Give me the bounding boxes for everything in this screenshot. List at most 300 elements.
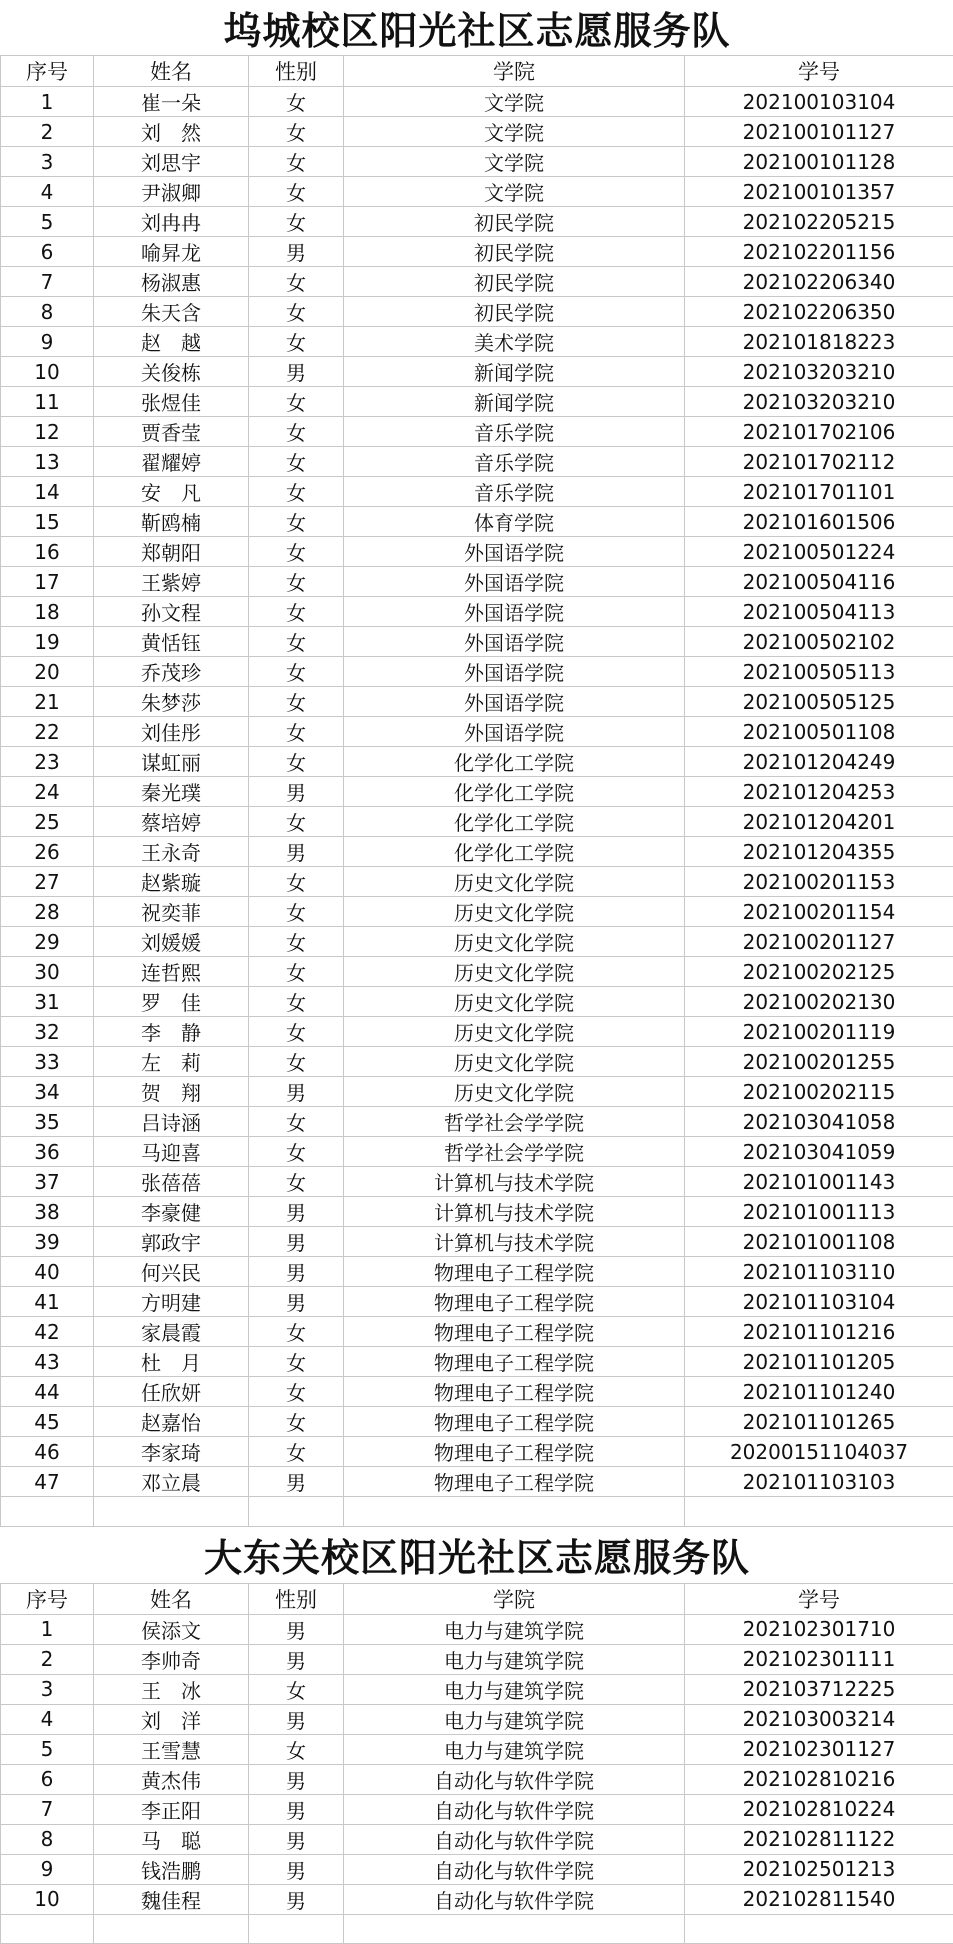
cell-index[interactable]: 3 (1, 147, 94, 177)
cell-student-id[interactable]: 202101204201 (685, 807, 953, 837)
cell-index[interactable]: 16 (1, 537, 94, 567)
cell-college[interactable]: 电力与建筑学院 (344, 1614, 685, 1644)
cell-gender[interactable]: 男 (249, 1764, 344, 1794)
cell-gender[interactable]: 女 (249, 927, 344, 957)
cell-index[interactable]: 9 (1, 1854, 94, 1884)
table-row (1, 117, 953, 147)
cell-name[interactable]: 杜 月 (94, 1347, 249, 1377)
cell-student-id[interactable]: 202101702112 (685, 447, 953, 477)
cell-student-id[interactable]: 202102301710 (685, 1614, 953, 1644)
cell-gender[interactable]: 女 (249, 1674, 344, 1704)
cell-index[interactable]: 7 (1, 1794, 94, 1824)
cell-gender[interactable]: 女 (249, 1047, 344, 1077)
cell-name[interactable]: 靳鸥楠 (94, 507, 249, 537)
cell-student-id[interactable]: 202102205215 (685, 207, 953, 237)
cell-student-id[interactable]: 202100505125 (685, 687, 953, 717)
cell-index[interactable]: 10 (1, 1884, 94, 1914)
cell-index[interactable]: 47 (1, 1467, 94, 1497)
cell-gender[interactable]: 女 (249, 747, 344, 777)
table-row (1, 807, 953, 837)
cell-name[interactable]: 关俊栋 (94, 357, 249, 387)
cell-student-id[interactable]: 202100202130 (685, 987, 953, 1017)
cell-name[interactable]: 黄杰伟 (94, 1764, 249, 1794)
cell-index[interactable]: 3 (1, 1674, 94, 1704)
cell-student-id[interactable]: 202102206350 (685, 297, 953, 327)
cell-index[interactable]: 22 (1, 717, 94, 747)
cell-college[interactable]: 初民学院 (344, 297, 685, 327)
cell-college[interactable]: 外国语学院 (344, 597, 685, 627)
cell-college[interactable]: 历史文化学院 (344, 867, 685, 897)
cell-student-id[interactable]: 202101101240 (685, 1377, 953, 1407)
cell-student-id[interactable]: 202101103103 (685, 1467, 953, 1497)
cell-student-id[interactable]: 202100103104 (685, 87, 953, 117)
cell-gender[interactable]: 女 (249, 1167, 344, 1197)
cell-student-id[interactable]: 202100201119 (685, 1017, 953, 1047)
cell-college[interactable]: 新闻学院 (344, 357, 685, 387)
cell-gender[interactable]: 女 (249, 657, 344, 687)
cell-name[interactable]: 贾香莹 (94, 417, 249, 447)
cell-name[interactable]: 李 静 (94, 1017, 249, 1047)
cell-gender[interactable]: 女 (249, 1734, 344, 1764)
cell-student-id[interactable]: 202100501224 (685, 537, 953, 567)
cell-name[interactable]: 郭政宇 (94, 1227, 249, 1257)
cell-student-id[interactable]: 202100101127 (685, 117, 953, 147)
cell-gender[interactable]: 男 (249, 1197, 344, 1227)
cell-empty[interactable] (344, 1914, 685, 1944)
cell-college[interactable]: 历史文化学院 (344, 987, 685, 1017)
cell-empty[interactable] (94, 1914, 249, 1944)
cell-gender[interactable]: 女 (249, 1107, 344, 1137)
cell-student-id[interactable]: 202100201255 (685, 1047, 953, 1077)
cell-student-id[interactable]: 202100202125 (685, 957, 953, 987)
cell-college[interactable]: 化学化工学院 (344, 837, 685, 867)
cell-index[interactable]: 11 (1, 387, 94, 417)
cell-index[interactable]: 39 (1, 1227, 94, 1257)
cell-name[interactable]: 秦光璞 (94, 777, 249, 807)
cell-student-id[interactable]: 202100504113 (685, 597, 953, 627)
cell-college[interactable]: 历史文化学院 (344, 957, 685, 987)
cell-index[interactable]: 10 (1, 357, 94, 387)
cell-name[interactable]: 祝奕菲 (94, 897, 249, 927)
cell-name[interactable]: 翟耀婷 (94, 447, 249, 477)
cell-college[interactable]: 化学化工学院 (344, 747, 685, 777)
cell-name[interactable]: 郑朝阳 (94, 537, 249, 567)
cell-empty[interactable] (685, 1914, 953, 1944)
cell-gender[interactable]: 女 (249, 1347, 344, 1377)
cell-name[interactable]: 刘佳彤 (94, 717, 249, 747)
cell-index[interactable]: 31 (1, 987, 94, 1017)
cell-college[interactable]: 物理电子工程学院 (344, 1467, 685, 1497)
cell-name[interactable]: 杨淑惠 (94, 267, 249, 297)
cell-student-id[interactable]: 202100201154 (685, 897, 953, 927)
cell-student-id[interactable]: 202101103104 (685, 1287, 953, 1317)
cell-student-id[interactable]: 202102206340 (685, 267, 953, 297)
cell-empty[interactable] (1, 1914, 94, 1944)
cell-gender[interactable]: 男 (249, 1824, 344, 1854)
cell-gender[interactable]: 男 (249, 1614, 344, 1644)
cell-index[interactable]: 30 (1, 957, 94, 987)
cell-college[interactable]: 初民学院 (344, 207, 685, 237)
cell-student-id[interactable]: 202102810224 (685, 1794, 953, 1824)
cell-student-id[interactable]: 202100101128 (685, 147, 953, 177)
cell-gender[interactable]: 女 (249, 117, 344, 147)
cell-gender[interactable]: 女 (249, 957, 344, 987)
cell-student-id[interactable]: 202102810216 (685, 1764, 953, 1794)
cell-student-id[interactable]: 202101204249 (685, 747, 953, 777)
cell-gender[interactable]: 女 (249, 387, 344, 417)
cell-name[interactable]: 黄恬钰 (94, 627, 249, 657)
cell-gender[interactable]: 女 (249, 1437, 344, 1467)
cell-student-id[interactable]: 202101701101 (685, 477, 953, 507)
cell-name[interactable]: 侯添文 (94, 1614, 249, 1644)
cell-gender[interactable]: 女 (249, 597, 344, 627)
cell-name[interactable]: 邓立晨 (94, 1467, 249, 1497)
cell-empty[interactable] (249, 1914, 344, 1944)
cell-index[interactable]: 32 (1, 1017, 94, 1047)
cell-index[interactable]: 13 (1, 447, 94, 477)
cell-name[interactable]: 刘冉冉 (94, 207, 249, 237)
cell-college[interactable]: 历史文化学院 (344, 897, 685, 927)
cell-name[interactable]: 喻昇龙 (94, 237, 249, 267)
cell-college[interactable]: 外国语学院 (344, 537, 685, 567)
cell-gender[interactable]: 男 (249, 1644, 344, 1674)
cell-name[interactable]: 家晨霞 (94, 1317, 249, 1347)
cell-college[interactable]: 历史文化学院 (344, 1077, 685, 1107)
cell-gender[interactable]: 女 (249, 1407, 344, 1437)
cell-student-id[interactable]: 202101001108 (685, 1227, 953, 1257)
cell-college[interactable]: 外国语学院 (344, 657, 685, 687)
cell-name[interactable]: 魏佳程 (94, 1884, 249, 1914)
cell-index[interactable]: 2 (1, 1644, 94, 1674)
cell-name[interactable]: 任欣妍 (94, 1377, 249, 1407)
cell-student-id[interactable]: 202100201127 (685, 927, 953, 957)
cell-index[interactable]: 40 (1, 1257, 94, 1287)
cell-gender[interactable]: 女 (249, 177, 344, 207)
cell-index[interactable]: 8 (1, 297, 94, 327)
cell-gender[interactable]: 女 (249, 87, 344, 117)
cell-index[interactable]: 38 (1, 1197, 94, 1227)
cell-gender[interactable]: 女 (249, 1017, 344, 1047)
cell-index[interactable]: 35 (1, 1107, 94, 1137)
cell-student-id[interactable]: 202100502102 (685, 627, 953, 657)
cell-student-id[interactable]: 202100501108 (685, 717, 953, 747)
cell-gender[interactable]: 女 (249, 447, 344, 477)
cell-college[interactable]: 外国语学院 (344, 627, 685, 657)
cell-name[interactable]: 朱天含 (94, 297, 249, 327)
cell-college[interactable]: 初民学院 (344, 237, 685, 267)
cell-gender[interactable]: 女 (249, 897, 344, 927)
cell-index[interactable]: 8 (1, 1824, 94, 1854)
cell-student-id[interactable]: 202102301127 (685, 1734, 953, 1764)
cell-college[interactable]: 自动化与软件学院 (344, 1824, 685, 1854)
cell-name[interactable]: 尹淑卿 (94, 177, 249, 207)
cell-gender[interactable]: 男 (249, 777, 344, 807)
cell-name[interactable]: 连哲熙 (94, 957, 249, 987)
cell-student-id[interactable]: 202101204253 (685, 777, 953, 807)
cell-college[interactable]: 物理电子工程学院 (344, 1317, 685, 1347)
cell-college[interactable]: 化学化工学院 (344, 777, 685, 807)
cell-name[interactable]: 刘 洋 (94, 1704, 249, 1734)
cell-gender[interactable]: 女 (249, 327, 344, 357)
cell-index[interactable]: 1 (1, 87, 94, 117)
cell-college[interactable]: 外国语学院 (344, 687, 685, 717)
cell-student-id[interactable]: 202101101265 (685, 1407, 953, 1437)
cell-index[interactable]: 44 (1, 1377, 94, 1407)
cell-empty[interactable] (1, 1497, 94, 1527)
cell-name[interactable]: 罗 佳 (94, 987, 249, 1017)
cell-gender[interactable]: 男 (249, 1077, 344, 1107)
cell-index[interactable]: 42 (1, 1317, 94, 1347)
cell-index[interactable]: 23 (1, 747, 94, 777)
cell-student-id[interactable]: 202101101216 (685, 1317, 953, 1347)
cell-empty[interactable] (685, 1497, 953, 1527)
cell-student-id[interactable]: 202102811122 (685, 1824, 953, 1854)
cell-student-id[interactable]: 202102501213 (685, 1854, 953, 1884)
cell-college[interactable]: 物理电子工程学院 (344, 1407, 685, 1437)
cell-index[interactable]: 6 (1, 237, 94, 267)
cell-gender[interactable]: 女 (249, 507, 344, 537)
cell-student-id[interactable]: 202103041059 (685, 1137, 953, 1167)
cell-index[interactable]: 29 (1, 927, 94, 957)
cell-college[interactable]: 历史文化学院 (344, 1047, 685, 1077)
cell-gender[interactable]: 女 (249, 717, 344, 747)
cell-index[interactable]: 9 (1, 327, 94, 357)
cell-index[interactable]: 24 (1, 777, 94, 807)
cell-student-id[interactable]: 202103041058 (685, 1107, 953, 1137)
cell-college[interactable]: 计算机与技术学院 (344, 1197, 685, 1227)
cell-name[interactable]: 赵 越 (94, 327, 249, 357)
cell-name[interactable]: 刘思宇 (94, 147, 249, 177)
cell-student-id[interactable]: 202101101205 (685, 1347, 953, 1377)
cell-gender[interactable]: 女 (249, 627, 344, 657)
cell-student-id[interactable]: 202102301111 (685, 1644, 953, 1674)
cell-gender[interactable]: 女 (249, 267, 344, 297)
cell-gender[interactable]: 男 (249, 1794, 344, 1824)
cell-gender[interactable]: 女 (249, 1377, 344, 1407)
cell-name[interactable]: 崔一朵 (94, 87, 249, 117)
cell-student-id[interactable]: 202100504116 (685, 567, 953, 597)
cell-college[interactable]: 历史文化学院 (344, 927, 685, 957)
cell-index[interactable]: 33 (1, 1047, 94, 1077)
cell-college[interactable]: 电力与建筑学院 (344, 1734, 685, 1764)
cell-name[interactable]: 方明建 (94, 1287, 249, 1317)
cell-index[interactable]: 46 (1, 1437, 94, 1467)
cell-student-id[interactable]: 202101103110 (685, 1257, 953, 1287)
cell-college[interactable]: 计算机与技术学院 (344, 1227, 685, 1257)
cell-gender[interactable]: 男 (249, 1287, 344, 1317)
cell-index[interactable]: 27 (1, 867, 94, 897)
cell-gender[interactable]: 女 (249, 807, 344, 837)
cell-gender[interactable]: 女 (249, 567, 344, 597)
cell-name[interactable]: 李正阳 (94, 1794, 249, 1824)
cell-gender[interactable]: 女 (249, 867, 344, 897)
cell-gender[interactable]: 男 (249, 1854, 344, 1884)
cell-gender[interactable]: 女 (249, 537, 344, 567)
cell-college[interactable]: 文学院 (344, 147, 685, 177)
cell-index[interactable]: 7 (1, 267, 94, 297)
cell-college[interactable]: 电力与建筑学院 (344, 1704, 685, 1734)
cell-college[interactable]: 自动化与软件学院 (344, 1854, 685, 1884)
cell-name[interactable]: 马迎喜 (94, 1137, 249, 1167)
cell-college[interactable]: 体育学院 (344, 507, 685, 537)
cell-student-id[interactable]: 202102201156 (685, 237, 953, 267)
cell-gender[interactable]: 女 (249, 1137, 344, 1167)
cell-student-id[interactable]: 202101818223 (685, 327, 953, 357)
cell-index[interactable]: 12 (1, 417, 94, 447)
cell-name[interactable]: 朱梦莎 (94, 687, 249, 717)
cell-college[interactable]: 初民学院 (344, 267, 685, 297)
cell-index[interactable]: 45 (1, 1407, 94, 1437)
cell-name[interactable]: 吕诗涵 (94, 1107, 249, 1137)
cell-gender[interactable]: 女 (249, 207, 344, 237)
cell-empty[interactable] (94, 1497, 249, 1527)
cell-gender[interactable]: 女 (249, 1317, 344, 1347)
cell-index[interactable]: 25 (1, 807, 94, 837)
cell-student-id[interactable]: 202101204355 (685, 837, 953, 867)
cell-student-id[interactable]: 202100101357 (685, 177, 953, 207)
cell-student-id[interactable]: 202103203210 (685, 357, 953, 387)
cell-student-id[interactable]: 202101001143 (685, 1167, 953, 1197)
cell-index[interactable]: 17 (1, 567, 94, 597)
cell-name[interactable]: 刘媛媛 (94, 927, 249, 957)
cell-gender[interactable]: 女 (249, 417, 344, 447)
cell-college[interactable]: 物理电子工程学院 (344, 1287, 685, 1317)
cell-college[interactable]: 外国语学院 (344, 567, 685, 597)
cell-index[interactable]: 5 (1, 1734, 94, 1764)
cell-student-id[interactable]: 202103712225 (685, 1674, 953, 1704)
cell-college[interactable]: 自动化与软件学院 (344, 1764, 685, 1794)
cell-student-id[interactable]: 20200151104037 (685, 1437, 953, 1467)
cell-college[interactable]: 哲学社会学学院 (344, 1137, 685, 1167)
cell-name[interactable]: 蔡培婷 (94, 807, 249, 837)
cell-college[interactable]: 文学院 (344, 117, 685, 147)
cell-gender[interactable]: 男 (249, 837, 344, 867)
cell-name[interactable]: 王雪慧 (94, 1734, 249, 1764)
cell-college[interactable]: 自动化与软件学院 (344, 1794, 685, 1824)
cell-college[interactable]: 音乐学院 (344, 447, 685, 477)
cell-empty[interactable] (344, 1497, 685, 1527)
cell-student-id[interactable]: 202100505113 (685, 657, 953, 687)
cell-student-id[interactable]: 202102811540 (685, 1884, 953, 1914)
cell-index[interactable]: 1 (1, 1614, 94, 1644)
cell-name[interactable]: 王紫婷 (94, 567, 249, 597)
cell-student-id[interactable]: 202101601506 (685, 507, 953, 537)
cell-gender[interactable]: 男 (249, 1257, 344, 1287)
cell-college[interactable]: 计算机与技术学院 (344, 1167, 685, 1197)
table-row (1, 1137, 953, 1167)
cell-index[interactable]: 37 (1, 1167, 94, 1197)
cell-name[interactable]: 王 冰 (94, 1674, 249, 1704)
cell-gender[interactable]: 女 (249, 297, 344, 327)
cell-name[interactable]: 赵嘉怡 (94, 1407, 249, 1437)
cell-name[interactable]: 安 凡 (94, 477, 249, 507)
cell-college[interactable]: 外国语学院 (344, 717, 685, 747)
cell-student-id[interactable]: 202100202115 (685, 1077, 953, 1107)
cell-index[interactable]: 14 (1, 477, 94, 507)
cell-college[interactable]: 物理电子工程学院 (344, 1437, 685, 1467)
cell-name[interactable]: 赵紫璇 (94, 867, 249, 897)
cell-name[interactable]: 李家琦 (94, 1437, 249, 1467)
cell-name[interactable]: 刘 然 (94, 117, 249, 147)
cell-student-id[interactable]: 202103203210 (685, 387, 953, 417)
cell-college[interactable]: 哲学社会学学院 (344, 1107, 685, 1137)
cell-college[interactable]: 物理电子工程学院 (344, 1257, 685, 1287)
cell-gender[interactable]: 女 (249, 687, 344, 717)
cell-student-id[interactable]: 202101001113 (685, 1197, 953, 1227)
cell-index[interactable]: 6 (1, 1764, 94, 1794)
cell-gender[interactable]: 男 (249, 357, 344, 387)
cell-index[interactable]: 21 (1, 687, 94, 717)
cell-name[interactable]: 钱浩鹏 (94, 1854, 249, 1884)
cell-college[interactable]: 音乐学院 (344, 477, 685, 507)
cell-name[interactable]: 李豪健 (94, 1197, 249, 1227)
cell-name[interactable]: 张蓓蓓 (94, 1167, 249, 1197)
cell-index[interactable]: 20 (1, 657, 94, 687)
cell-gender[interactable]: 男 (249, 1884, 344, 1914)
cell-index[interactable]: 2 (1, 117, 94, 147)
cell-name[interactable]: 马 聪 (94, 1824, 249, 1854)
cell-index[interactable]: 5 (1, 207, 94, 237)
cell-name[interactable]: 贺 翔 (94, 1077, 249, 1107)
cell-index[interactable]: 19 (1, 627, 94, 657)
cell-name[interactable]: 谋虹丽 (94, 747, 249, 777)
cell-college[interactable]: 新闻学院 (344, 387, 685, 417)
cell-college[interactable]: 美术学院 (344, 327, 685, 357)
cell-college[interactable]: 历史文化学院 (344, 1017, 685, 1047)
cell-college[interactable]: 物理电子工程学院 (344, 1347, 685, 1377)
cell-college[interactable]: 音乐学院 (344, 417, 685, 447)
cell-gender[interactable]: 男 (249, 1467, 344, 1497)
cell-index[interactable]: 4 (1, 1704, 94, 1734)
cell-gender[interactable]: 男 (249, 237, 344, 267)
cell-college[interactable]: 电力与建筑学院 (344, 1644, 685, 1674)
cell-index[interactable]: 36 (1, 1137, 94, 1167)
table-row (1, 147, 953, 177)
cell-empty[interactable] (249, 1497, 344, 1527)
cell-gender[interactable]: 男 (249, 1227, 344, 1257)
cell-college[interactable]: 自动化与软件学院 (344, 1884, 685, 1914)
cell-college[interactable]: 电力与建筑学院 (344, 1674, 685, 1704)
cell-college[interactable]: 文学院 (344, 177, 685, 207)
cell-index[interactable]: 28 (1, 897, 94, 927)
cell-index[interactable]: 34 (1, 1077, 94, 1107)
cell-gender[interactable]: 女 (249, 987, 344, 1017)
cell-college[interactable]: 化学化工学院 (344, 807, 685, 837)
cell-name[interactable]: 左 莉 (94, 1047, 249, 1077)
cell-college[interactable]: 文学院 (344, 87, 685, 117)
cell-index[interactable]: 41 (1, 1287, 94, 1317)
cell-name[interactable]: 何兴民 (94, 1257, 249, 1287)
cell-index[interactable]: 26 (1, 837, 94, 867)
cell-name[interactable]: 乔茂珍 (94, 657, 249, 687)
cell-gender[interactable]: 女 (249, 147, 344, 177)
cell-gender[interactable]: 女 (249, 477, 344, 507)
cell-student-id[interactable]: 202101702106 (685, 417, 953, 447)
cell-name[interactable]: 李帅奇 (94, 1644, 249, 1674)
cell-name[interactable]: 张煜佳 (94, 387, 249, 417)
cell-gender[interactable]: 男 (249, 1704, 344, 1734)
table-row (1, 477, 953, 507)
cell-name[interactable]: 王永奇 (94, 837, 249, 867)
cell-student-id[interactable]: 202100201153 (685, 867, 953, 897)
cell-index[interactable]: 4 (1, 177, 94, 207)
cell-college[interactable]: 物理电子工程学院 (344, 1377, 685, 1407)
cell-index[interactable]: 15 (1, 507, 94, 537)
cell-index[interactable]: 18 (1, 597, 94, 627)
cell-student-id[interactable]: 202103003214 (685, 1704, 953, 1734)
cell-name[interactable]: 孙文程 (94, 597, 249, 627)
cell-index[interactable]: 43 (1, 1347, 94, 1377)
